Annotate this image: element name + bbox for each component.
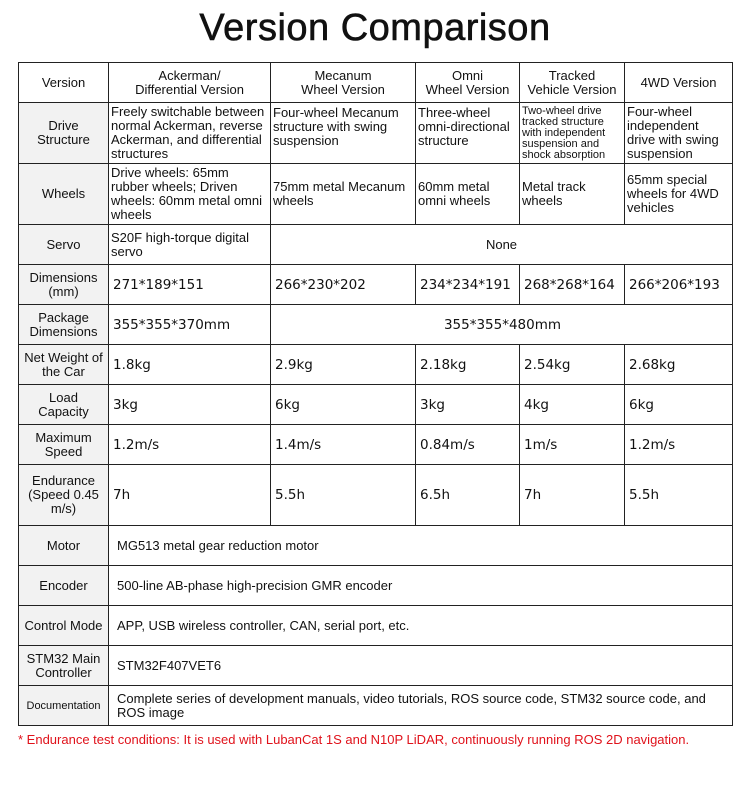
cell: 6kg xyxy=(625,385,733,425)
cell: Drive wheels: 65mm rubber wheels; Driven wheels: 60mm metal omni wheels xyxy=(109,164,271,225)
cell: Four-wheel independent drive with swing suspension xyxy=(625,103,733,164)
cell: 5.5h xyxy=(271,465,416,526)
cell: 65mm special wheels for 4WD vehicles xyxy=(625,164,733,225)
cell-merged: Complete series of development manuals, video tutorials, ROS source code, STM32 source code, and ROS image xyxy=(109,686,733,726)
row-endurance xyxy=(19,465,733,526)
cell: 234*234*191 xyxy=(416,265,520,305)
cell: 6.5h xyxy=(416,465,520,526)
cell: 268*268*164 xyxy=(520,265,625,305)
endurance-footnote: * Endurance test conditions: It is used with LubanCat 1S and N10P LiDAR, continuously running ROS 2D navigation. xyxy=(18,732,690,747)
cell: Metal track wheels xyxy=(520,164,625,225)
header-version: Version xyxy=(19,63,109,103)
cell: 2.68kg xyxy=(625,345,733,385)
row-label: Control Mode xyxy=(19,606,109,646)
cell: 266*206*193 xyxy=(625,265,733,305)
cell: Four-wheel Mecanum structure with swing suspension xyxy=(271,103,416,164)
cell: 271*189*151 xyxy=(109,265,271,305)
cell-merged: STM32F407VET6 xyxy=(109,646,733,686)
cell: 3kg xyxy=(416,385,520,425)
row-label: Package Dimensions xyxy=(19,305,109,345)
cell: 7h xyxy=(109,465,271,526)
cell: 1.2m/s xyxy=(109,425,271,465)
cell: 1m/s xyxy=(520,425,625,465)
row-label: Encoder xyxy=(19,566,109,606)
row-motor xyxy=(19,526,733,566)
row-stm32 xyxy=(19,646,733,686)
comparison-table xyxy=(18,62,733,726)
cell: 4kg xyxy=(520,385,625,425)
header-ackerman: Ackerman/ Differential Version xyxy=(109,63,271,103)
row-label: Drive Structure xyxy=(19,103,109,164)
cell: 1.8kg xyxy=(109,345,271,385)
row-control-mode xyxy=(19,606,733,646)
cell-merged: APP, USB wireless controller, CAN, serial port, etc. xyxy=(109,606,733,646)
row-label: STM32 Main Controller xyxy=(19,646,109,686)
row-package xyxy=(19,305,733,345)
row-label: Dimensions (mm) xyxy=(19,265,109,305)
row-label: Net Weight of the Car xyxy=(19,345,109,385)
row-servo xyxy=(19,225,733,265)
cell-merged: 500-line AB-phase high-precision GMR encoder xyxy=(109,566,733,606)
row-load xyxy=(19,385,733,425)
header-row xyxy=(19,63,733,103)
cell: Two-wheel drive tracked structure with independent suspension and shock absorption xyxy=(520,103,625,164)
cell: 0.84m/s xyxy=(416,425,520,465)
cell-merged: MG513 metal gear reduction motor xyxy=(109,526,733,566)
cell: 60mm metal omni wheels xyxy=(416,164,520,225)
header-omni: Omni Wheel Version xyxy=(416,63,520,103)
row-label: Documentation xyxy=(19,686,109,726)
cell: 266*230*202 xyxy=(271,265,416,305)
row-label: Load Capacity xyxy=(19,385,109,425)
row-dimensions xyxy=(19,265,733,305)
cell: 7h xyxy=(520,465,625,526)
cell: 2.9kg xyxy=(271,345,416,385)
row-label: Maximum Speed xyxy=(19,425,109,465)
row-encoder xyxy=(19,566,733,606)
cell: 1.4m/s xyxy=(271,425,416,465)
cell: 5.5h xyxy=(625,465,733,526)
cell-merged: 355*355*480mm xyxy=(271,305,733,345)
row-label: Servo xyxy=(19,225,109,265)
cell: 3kg xyxy=(109,385,271,425)
cell: Freely switchable between normal Ackerman, reverse Ackerman, and differential structures xyxy=(109,103,271,164)
cell: 2.18kg xyxy=(416,345,520,385)
row-label: Wheels xyxy=(19,164,109,225)
row-label: Endurance (Speed 0.45 m/s) xyxy=(19,465,109,526)
header-mecanum: Mecanum Wheel Version xyxy=(271,63,416,103)
cell: S20F high-torque digital servo xyxy=(109,225,271,265)
cell-merged: None xyxy=(271,225,733,265)
row-documentation xyxy=(19,686,733,726)
cell: 6kg xyxy=(271,385,416,425)
row-weight xyxy=(19,345,733,385)
header-tracked: Tracked Vehicle Version xyxy=(520,63,625,103)
cell: 1.2m/s xyxy=(625,425,733,465)
row-speed xyxy=(19,425,733,465)
row-drive-structure xyxy=(19,103,733,164)
row-wheels xyxy=(19,164,733,225)
cell: 75mm metal Mecanum wheels xyxy=(271,164,416,225)
header-4wd: 4WD Version xyxy=(625,63,733,103)
cell: Three-wheel omni-directional structure xyxy=(416,103,520,164)
page-title: Version Comparison xyxy=(199,7,551,49)
cell: 355*355*370mm xyxy=(109,305,271,345)
cell: 2.54kg xyxy=(520,345,625,385)
row-label: Motor xyxy=(19,526,109,566)
